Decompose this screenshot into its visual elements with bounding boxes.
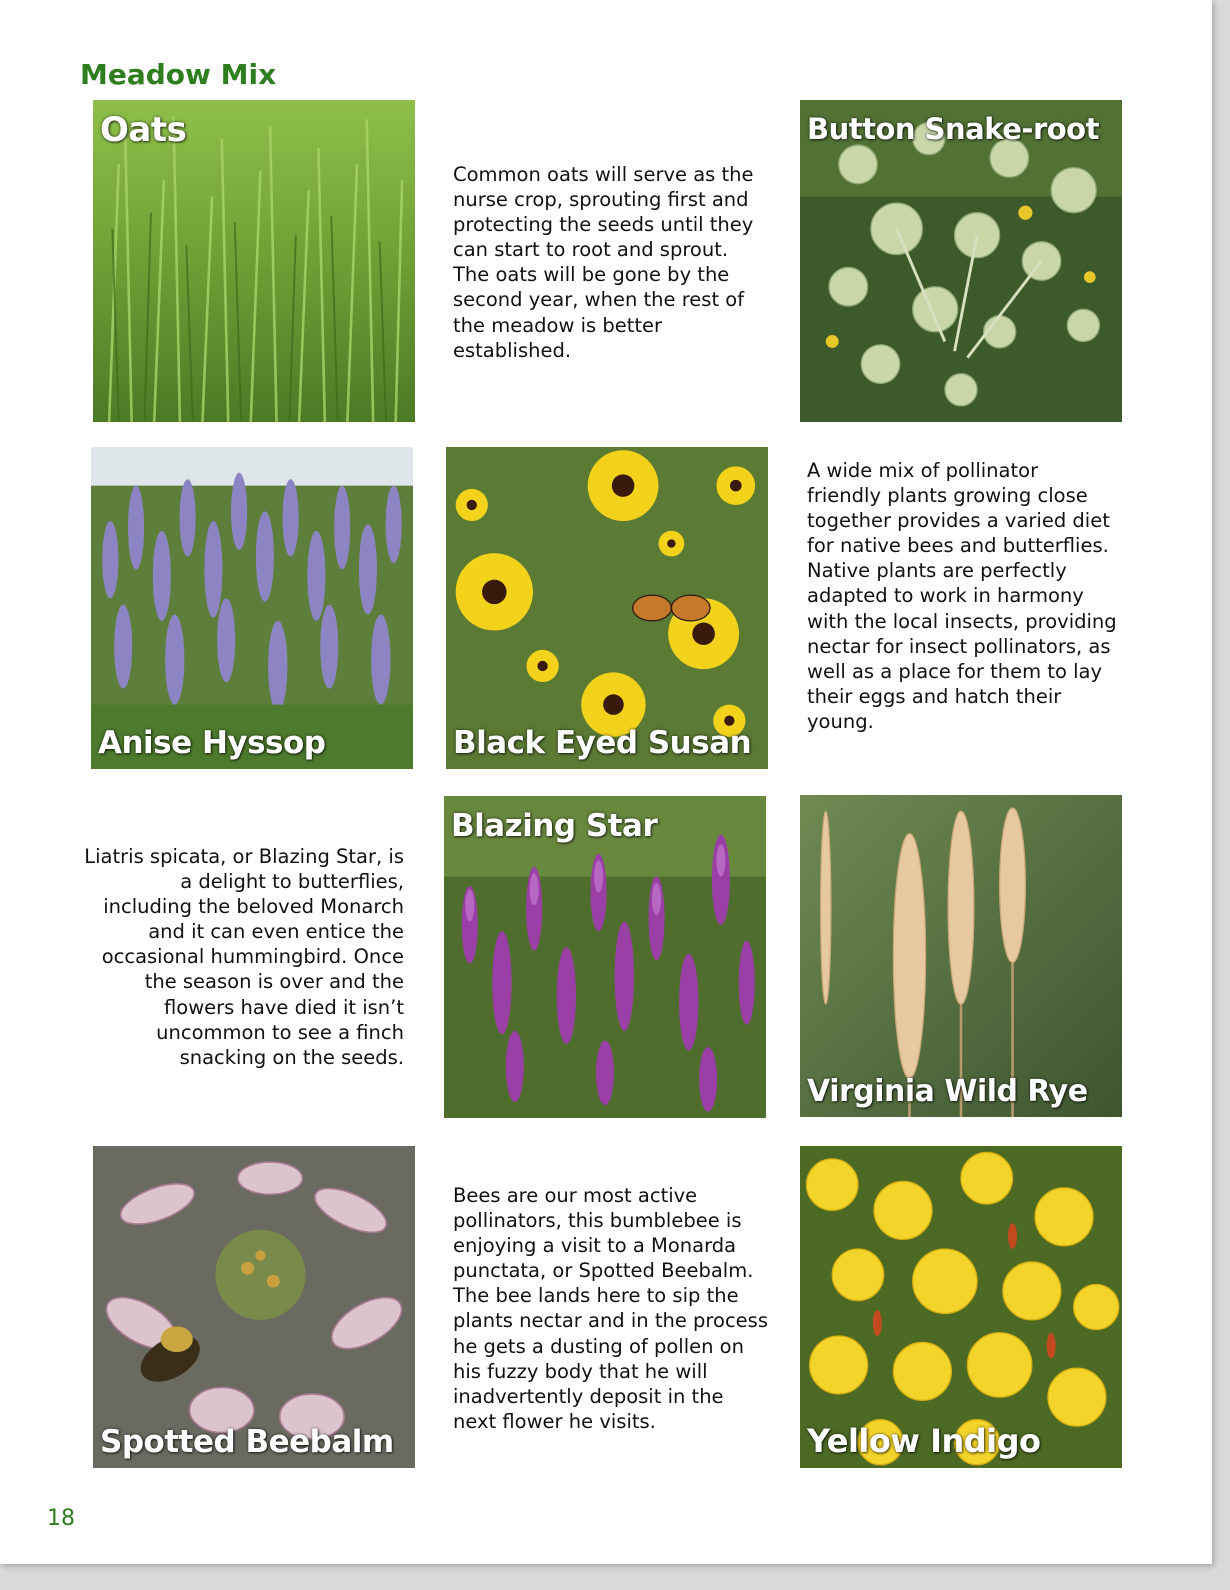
anise-hyssop-label: Anise Hyssop [98,725,326,761]
page-number: 18 [47,1506,75,1531]
page-title: Meadow Mix [80,58,277,91]
yellow-indigo-label: Yellow Indigo [807,1422,1041,1460]
text-line: The bee lands here to sip the [453,1284,739,1308]
black-eyed-susan-image [446,447,768,769]
text-line: young. [807,709,874,733]
blazing-star-image [444,796,766,1118]
button-snake-root-photo [800,100,1122,422]
text-line: uncommon to see a finch [156,1020,404,1044]
text-line: the meadow is better [453,313,663,337]
bees-paragraph [453,1183,783,1434]
text-line: Bees are our most active [453,1184,698,1207]
text-line: including the beloved Monarch [103,895,404,919]
text-line: A wide mix of pollinator [807,459,1039,482]
text-line: friendly plants growing close [807,484,1088,508]
text-line: occasional hummingbird. Once [101,945,404,969]
text-line: enjoying a visit to a Monarda [453,1234,737,1258]
text-line: a delight to butterflies, [180,870,404,894]
text-line: can start to root and sprout. [453,238,729,262]
black-eyed-susan-label: Black Eyed Susan [453,725,752,761]
text-line: nectar for insect pollinators, as [807,634,1111,658]
anise-hyssop-photo [91,447,413,769]
text-line: inadvertently deposit in the [453,1384,724,1408]
text-line: with the local insects, providing [807,609,1117,633]
oats-photo [93,100,415,422]
text-line: Native plants are perfectly [807,559,1067,583]
text-line: well as a place for them to lay [807,659,1102,683]
blazing-star-label: Blazing Star [451,808,658,844]
text-line: together provides a varied diet [807,509,1110,533]
text-line: second year, when the rest of [453,288,745,312]
blazing-star-paragraph [60,844,404,1070]
text-line: Liatris spicata, or Blazing Star, is [84,845,404,868]
oats-paragraph [453,162,773,363]
text-line: their eggs and hatch their [807,684,1062,708]
anise-hyssop-image [91,447,413,769]
text-line: nurse crop, sprouting first and [453,188,749,212]
text-line: the season is over and the [144,970,404,994]
text-line: flowers have died it isn’t [164,995,404,1019]
yellow-indigo-image [800,1146,1122,1468]
text-line: Common oats will serve as the [453,163,754,186]
spotted-beebalm-label: Spotted Beebalm [100,1424,394,1460]
virginia-wild-rye-label: Virginia Wild Rye [807,1074,1088,1109]
text-line: and it can even entice the [148,920,404,944]
blazing-star-photo [444,796,766,1118]
pollinator-paragraph [807,458,1147,734]
text-line: plants nectar and in the process [453,1309,768,1333]
text-line: The oats will be gone by the [453,263,730,287]
button-snake-root-image [800,100,1122,422]
text-line: protecting the seeds until they [453,213,754,237]
oats-label: Oats [100,110,187,150]
text-line: punctata, or Spotted Beebalm. [453,1259,754,1283]
text-line: established. [453,338,572,362]
text-line: for native bees and butterflies. [807,534,1109,558]
text-line: adapted to work in harmony [807,584,1084,608]
black-eyed-susan-photo [446,447,768,769]
text-line: next flower he visits. [453,1409,656,1433]
virginia-wild-rye-image [800,795,1122,1117]
spotted-beebalm-image [93,1146,415,1468]
text-line: snacking on the seeds. [179,1045,404,1069]
yellow-indigo-photo [800,1146,1122,1468]
button-snake-root-label: Button Snake-root [807,112,1099,146]
spotted-beebalm-photo [93,1146,415,1468]
text-line: his fuzzy body that he will [453,1359,708,1383]
text-line: he gets a dusting of pollen on [453,1334,744,1358]
virginia-wild-rye-photo [800,795,1122,1117]
text-line: pollinators, this bumblebee is [453,1209,742,1233]
